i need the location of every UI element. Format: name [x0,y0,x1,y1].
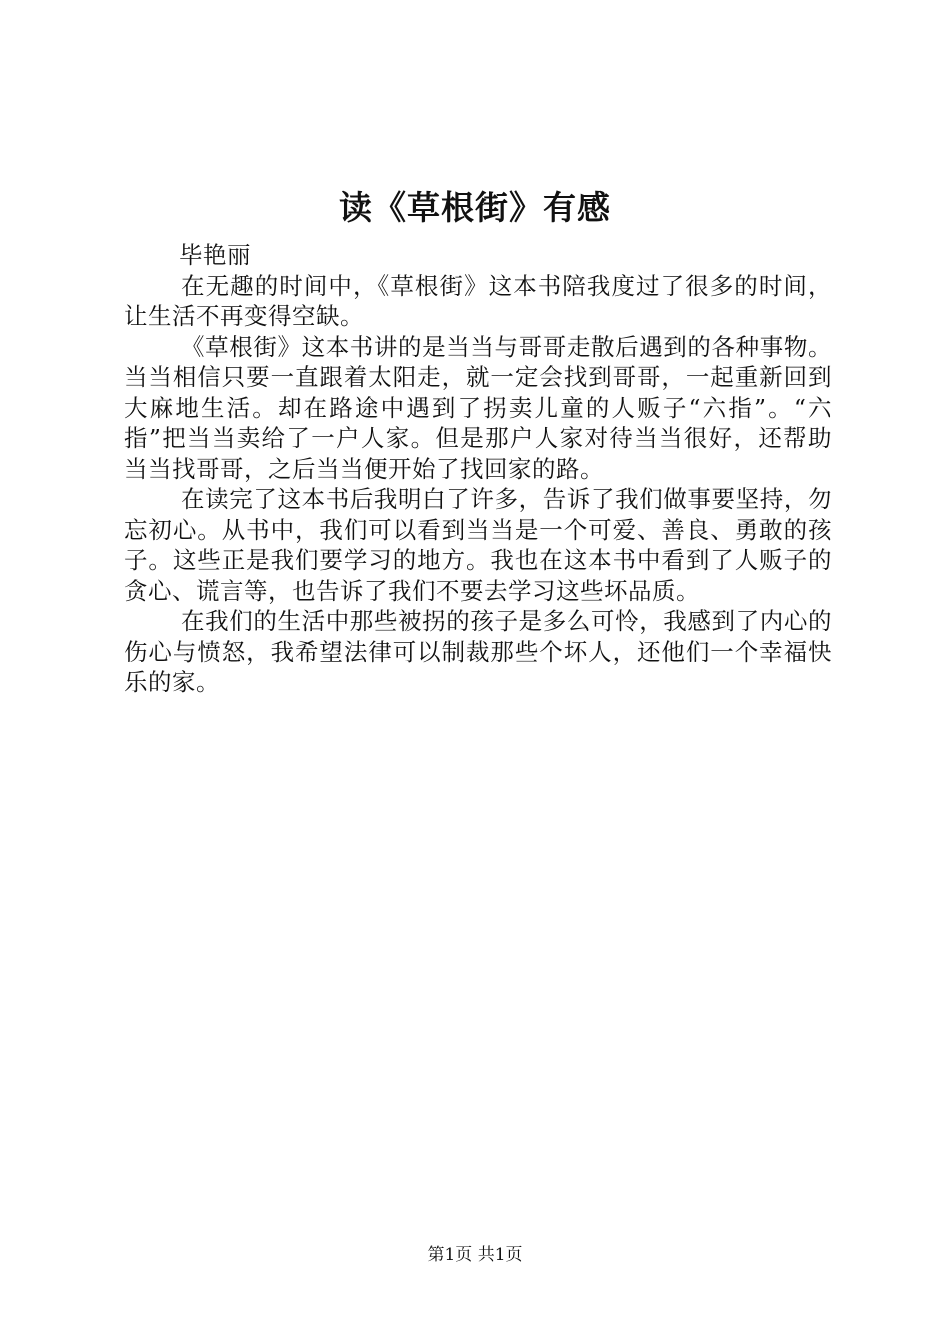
paragraph-3: 在读完了这本书后我明白了许多，告诉了我们做事要坚持，勿忘初心。从书中，我们可以看到当当是一个可爱、善良、勇敢的孩子。这些正是我们要学习的地方。我也在这本书中看到了人贩子的贪心、谎言等，也告诉了我们不要去学习这些坏品质。 [124,485,832,605]
page-footer: 第1页 共1页 [427,1245,523,1265]
document-body [124,240,832,698]
document-title: 读《草根街》有感 [339,188,611,227]
paragraph-2: 《草根街》这本书讲的是当当与哥哥走散后遇到的各种事物。当当相信只要一直跟着太阳走，就一定会找到哥哥，一起重新回到大麻地生活。却在路途中遇到了拐卖儿童的人贩子“六指”。“六指”把当当卖给了一户人家。但是那户人家对待当当很好，还帮助当当找哥哥，之后当当便开始了找回家的路。 [124,332,832,483]
paragraph-1: 在无趣的时间中，《草根街》这本书陪我度过了很多的时间，让生活不再变得空缺。 [124,271,832,330]
paragraph-4: 在我们的生活中那些被拐的孩子是多么可怜，我感到了内心的伤心与愤怒，我希望法律可以制裁那些个坏人，还他们一个幸福快乐的家。 [124,607,832,696]
author-name: 毕艳丽 [179,241,251,269]
